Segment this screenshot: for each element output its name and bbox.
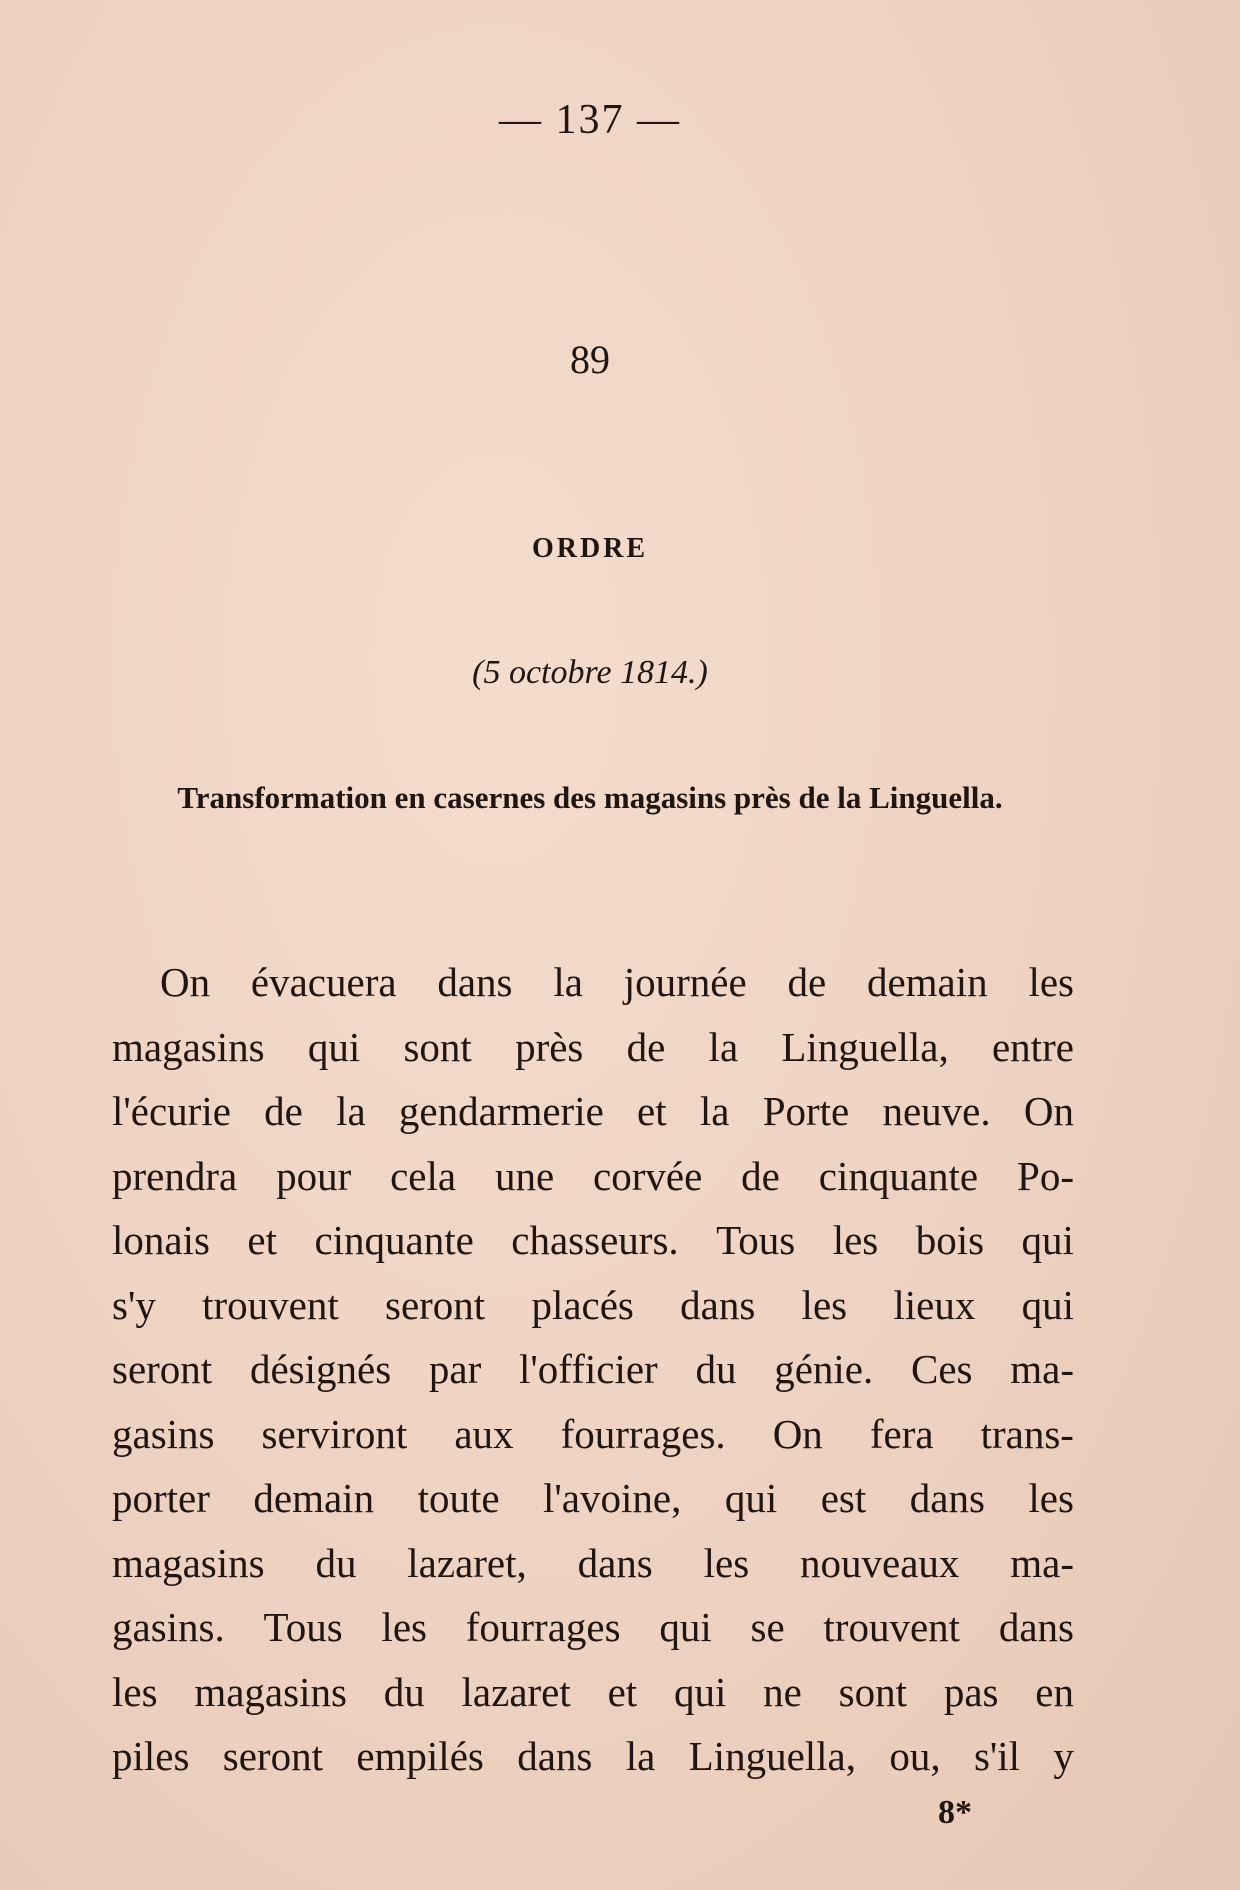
- body-word: une: [494, 1152, 555, 1199]
- body-word: de: [264, 1088, 303, 1134]
- body-word: et: [607, 1668, 638, 1715]
- body-word: Tous: [263, 1604, 343, 1650]
- body-word: demain: [866, 959, 988, 1005]
- body-word: du: [315, 1539, 357, 1586]
- body-word: qui: [673, 1668, 727, 1715]
- body-word: chasseurs.: [511, 1217, 679, 1263]
- body-line: [112, 1015, 1074, 1080]
- body-word: du: [383, 1668, 425, 1715]
- body-word: évacuera: [250, 959, 397, 1005]
- body-word: et: [247, 1217, 277, 1263]
- body-word: Porte: [762, 1088, 850, 1134]
- body-word: cinquante: [818, 1152, 979, 1199]
- body-word: de: [626, 1023, 666, 1070]
- body-word: prendra: [112, 1152, 238, 1199]
- signature-mark: 8*: [938, 1794, 972, 1831]
- body-line: [112, 1595, 1074, 1660]
- body-word: les: [1028, 1475, 1074, 1521]
- body-word: est: [820, 1475, 867, 1521]
- body-line: [112, 1402, 1074, 1467]
- body-word: placés: [531, 1281, 634, 1328]
- body-word: pour: [276, 1152, 352, 1199]
- body-line: [112, 1273, 1074, 1338]
- body-word: entre: [991, 1023, 1074, 1070]
- body-word: ma-: [1010, 1346, 1074, 1392]
- body-word: dans: [437, 959, 513, 1005]
- body-word: gendarmerie: [398, 1088, 604, 1134]
- body-word: trouvent: [823, 1604, 961, 1650]
- body-line: [112, 1079, 1074, 1144]
- body-word: l'écurie: [112, 1088, 231, 1134]
- body-word: s'il: [973, 1733, 1021, 1779]
- body-line: [112, 1660, 1074, 1725]
- document-number: 89: [570, 337, 610, 382]
- body-word: les: [703, 1539, 750, 1586]
- body-word: ou,: [889, 1733, 941, 1779]
- body-word: qui: [659, 1604, 712, 1650]
- body-line: [112, 1531, 1074, 1596]
- body-word: neuve.: [882, 1088, 991, 1134]
- body-word: les: [801, 1281, 848, 1328]
- body-word: trouvent: [202, 1281, 339, 1328]
- page-number: — 137 —: [499, 97, 681, 143]
- body-word: et: [637, 1088, 667, 1134]
- body-word: trans-: [980, 1410, 1074, 1457]
- body-word: magasins: [194, 1668, 347, 1715]
- body-word: la: [625, 1733, 656, 1779]
- body-line: [112, 950, 1074, 1015]
- body-word: qui: [724, 1475, 778, 1521]
- body-word: gasins: [112, 1410, 215, 1457]
- body-word: en: [1035, 1668, 1074, 1715]
- body-word: magasins: [112, 1023, 265, 1070]
- body-line: [112, 1208, 1074, 1273]
- body-word: cinquante: [314, 1217, 474, 1263]
- body-word: porter: [112, 1475, 210, 1521]
- body-word: qui: [1021, 1281, 1074, 1328]
- body-word: qui: [1021, 1217, 1074, 1263]
- body-word: dans: [909, 1475, 985, 1521]
- body-word: y: [1053, 1733, 1074, 1779]
- body-word: la: [336, 1088, 366, 1134]
- body-word: On: [160, 959, 211, 1005]
- body-word: dans: [680, 1281, 756, 1328]
- body-word: bois: [915, 1217, 985, 1263]
- body-word: les: [112, 1668, 158, 1715]
- body-word: gasins.: [112, 1604, 225, 1650]
- body-word: magasins: [112, 1539, 265, 1586]
- body-word: serviront: [261, 1410, 408, 1457]
- body-word: fourrages: [465, 1604, 621, 1650]
- body-word: la: [553, 959, 583, 1005]
- body-word: génie.: [774, 1346, 874, 1392]
- body-word: pas: [943, 1668, 999, 1715]
- body-word: corvée: [593, 1152, 703, 1199]
- body-line: [112, 1144, 1074, 1209]
- body-line: [112, 1724, 1074, 1789]
- body-word: sont: [838, 1668, 908, 1715]
- body-word: lazaret: [461, 1668, 571, 1715]
- body-word: près: [515, 1023, 584, 1070]
- body-word: aux: [454, 1410, 514, 1457]
- date: (5 octobre 1814.): [472, 654, 708, 691]
- body-word: On: [772, 1410, 823, 1457]
- heading: ORDRE: [531, 533, 649, 564]
- body-word: fera: [869, 1410, 934, 1457]
- body-word: du: [695, 1346, 737, 1392]
- body-word: lonais: [112, 1217, 210, 1263]
- body-word: Linguella,: [688, 1733, 857, 1779]
- body-word: l'avoine,: [543, 1475, 682, 1521]
- body-word: lieux: [893, 1281, 976, 1328]
- body-word: seront: [222, 1733, 323, 1779]
- body-word: cela: [390, 1152, 457, 1199]
- body-text: [112, 950, 1074, 1789]
- body-word: dans: [577, 1539, 653, 1586]
- body-word: les: [381, 1604, 427, 1650]
- body-word: qui: [307, 1023, 361, 1070]
- body-word: Linguella,: [781, 1023, 949, 1070]
- body-word: demain: [253, 1475, 375, 1521]
- body-word: dans: [517, 1733, 593, 1779]
- body-word: toute: [417, 1475, 500, 1521]
- body-line: [112, 1466, 1074, 1531]
- body-word: lazaret,: [407, 1539, 527, 1586]
- body-word: Po-: [1017, 1152, 1074, 1199]
- body-word: sont: [403, 1023, 472, 1070]
- body-word: Ces: [911, 1346, 973, 1392]
- body-word: On: [1023, 1088, 1074, 1134]
- body-word: seront: [112, 1346, 213, 1392]
- body-word: les: [832, 1217, 879, 1263]
- body-word: l'officier: [519, 1346, 658, 1392]
- body-word: les: [1028, 959, 1074, 1005]
- body-word: la: [708, 1023, 739, 1070]
- body-word: seront: [384, 1281, 486, 1328]
- body-word: ne: [763, 1668, 802, 1715]
- body-word: par: [428, 1346, 482, 1392]
- body-word: Tous: [716, 1217, 796, 1263]
- body-word: se: [750, 1604, 785, 1650]
- body-word: de: [741, 1152, 780, 1199]
- subtitle: Transformation en casernes des magasins près de la Linguella.: [177, 780, 1003, 815]
- body-word: fourrages.: [560, 1410, 726, 1457]
- body-word: de: [787, 959, 827, 1005]
- body-word: journée: [623, 959, 747, 1005]
- body-word: s'y: [112, 1281, 156, 1328]
- body-word: la: [699, 1088, 730, 1134]
- body-word: désignés: [249, 1346, 392, 1392]
- body-word: piles: [112, 1733, 190, 1779]
- body-word: empilés: [356, 1733, 484, 1779]
- body-word: ma-: [1010, 1539, 1074, 1586]
- body-word: dans: [998, 1604, 1074, 1650]
- body-word: nouveaux: [800, 1539, 960, 1586]
- body-line: [112, 1337, 1074, 1402]
